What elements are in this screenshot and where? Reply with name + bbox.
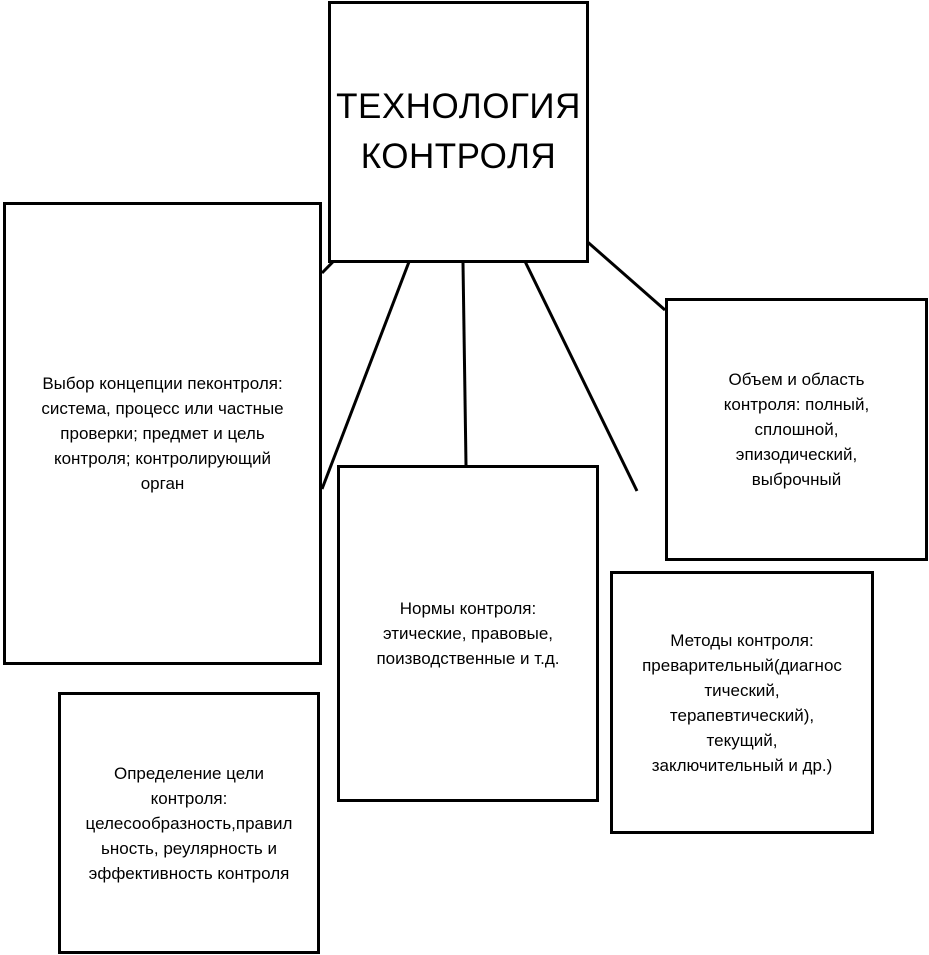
node-goal-definition-text: Определение цели контроля: целесообразность,правил ьность, реулярность и эффективность контроля — [85, 763, 293, 883]
node-concept-selection — [3, 202, 322, 665]
node-control-norms — [337, 465, 599, 802]
central-node-title: ТЕХНОЛОГИЯ КОНТРОЛЯ — [336, 87, 581, 176]
connector-to-concept-lower — [322, 254, 412, 489]
node-control-methods-text: Методы контроля: преварительный(диагнос тический, терапевтический), текущий, заключительный и др.) — [642, 630, 842, 775]
connector-to-methods — [518, 247, 637, 491]
node-control-scope-text: Объем и область контроля: полный, сплошной, эпизодический, выброчный — [723, 370, 870, 489]
connector-to-norms — [463, 263, 466, 465]
node-goal-definition — [58, 692, 320, 954]
central-node-box — [328, 1, 589, 263]
node-control-scope — [665, 298, 928, 561]
node-control-norms-text: Нормы контроля: этические, правовые, поизводственные и т.д. — [376, 599, 560, 668]
node-concept-selection-text: Выбор концепции пеконтроля: система, процесс или частные проверки; предмет и цель контроля; контролирующий орган — [41, 374, 284, 493]
node-control-methods — [610, 571, 874, 834]
